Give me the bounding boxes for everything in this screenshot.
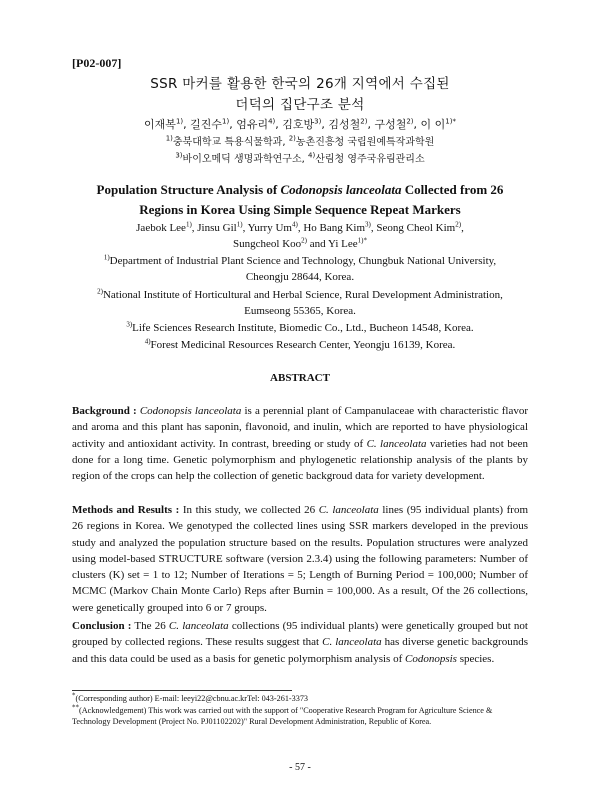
author-affil-mark: 2) [301, 236, 307, 245]
footnote-corresponding: *(Corresponding author) E-mail: leeyi22@cbnu.ac.krTel: 043-261-3373 [72, 691, 309, 703]
background-label: Background : [72, 405, 137, 417]
species-name: C. lanceolata [322, 636, 382, 649]
poster-code: [P02-007] [72, 56, 122, 70]
author-affil-mark: 4) [268, 117, 276, 126]
author-affil-mark: 3) [365, 220, 371, 229]
author-name: Jaebok Lee [136, 222, 186, 234]
english-title-line1 [0, 182, 600, 198]
text-segment: varieties had not been done for a long time. Genetic polymorphism and phylogenetic relationship analysis of the plants by region of the crops can help the collection of genetic backgroud data for variety development. [72, 437, 528, 483]
author-name: Ho Bang Kim [303, 222, 366, 234]
abstract-background [72, 403, 528, 484]
affiliation-4: $^{4)}$Forest Medicinal Resources Research Center, Yeongju 16139, Korea. [144, 337, 456, 351]
affiliation-2-line2: Eumseong 55365, Korea. [244, 305, 356, 317]
author-affil-mark: 1) [222, 117, 230, 126]
author-affil-mark: 1) [236, 220, 243, 229]
conclusion-label: Conclusion : [72, 620, 132, 632]
affil-text: 충북대학교 특용식물학과, [172, 137, 289, 148]
text-segment: species. [456, 652, 495, 665]
page-number: - 57 - [289, 762, 311, 773]
english-title-line2: Regions in Korea Using Simple Sequence Repeat Markers [139, 202, 461, 217]
author-name: 길진수 [190, 118, 223, 131]
author-name: 이재복 [144, 118, 176, 131]
author-affil-mark: 1) [175, 117, 184, 126]
author-name: 엄유리 [236, 118, 269, 131]
title-prefix: Population Structure Analysis of [96, 182, 281, 197]
text-segment: has diverse genetic backgrounds and this data could be used as a basis for genetic polymorphism analysis of [72, 636, 528, 665]
conclusion-text [72, 620, 528, 665]
author-name: 김성철 [328, 118, 361, 131]
author-affil-mark: 4) [291, 220, 298, 229]
author-name: Jinsu Gil [197, 222, 237, 234]
author-affil-mark: 1)* [445, 117, 456, 126]
affil-text: 바이오메딕 생명과학연구소, [182, 154, 308, 165]
author-name: Seong Cheol Kim [376, 222, 456, 234]
text-segment: In this study, we collected 26 [179, 504, 319, 516]
affil-mark: 1) [165, 134, 173, 143]
author-affil-mark: 1) [185, 220, 192, 229]
footnote-divider [72, 690, 292, 691]
methods-label: Methods and Results : [72, 504, 180, 516]
english-authors-line2: Sungcheol Koo$^{2)}$ and Yi Lee$^{1)*}$ [233, 236, 367, 250]
text-segment: lines (95 individual plants) from 26 regions in Korea. We genotyped the collected lines using SSR markers developed in the previous study and analyzed the population structure based on the results. Population structures were analyzed using model-based STRUCTURE software (version 2.3.4) using the following parameters: Number of clusters (K) set = 1 to 12; Number of Iterations = 5; Length of Burning Period = 100,000; Number of MCMC (Markov Chain Monte Carlo) Reps after Burnin = 100,000. As a result, Of the 26 collections, were genetically grouped into 6 or 7 groups. [72, 504, 528, 614]
author-affil-mark: 2) [406, 117, 414, 126]
korean-title-line2: 더덕의 집단구조 분석 [235, 97, 365, 113]
text-segment: collections (95 individual plants) were genetically grouped but not grouped by collected regions. These results suggest that [72, 620, 528, 649]
affiliation-1-line2: Cheongju 28644, Korea. [245, 271, 355, 283]
species-name: C. lanceolata [318, 504, 379, 516]
affil-mark: 2) [288, 134, 296, 143]
author-name: Sungcheol Koo [233, 238, 302, 250]
author-name: 구성철 [374, 118, 407, 131]
author-affil-mark: 3) [314, 117, 322, 126]
species-name: Codonopsis [404, 652, 457, 665]
author-name: 이 이 [420, 118, 446, 131]
abstract-methods [72, 502, 528, 616]
affiliation-2-line1: $^{2)}$National Institute of Horticultural and Herbal Science, Rural Development Administration, [97, 287, 503, 301]
background-text [72, 405, 528, 482]
english-authors-line1: Jaebok Lee$^{1)}$, Jinsu Gil$^{1)}$, Yurry Um$^{4)}$, Ho Bang Kim$^{3)}$, Seong Cheol Kim$^{2)}$, [136, 220, 464, 234]
affil-text: 농촌진흥청 국립원예특작과학원 [295, 137, 435, 148]
author-affil-mark: 2) [455, 220, 462, 229]
title-species: Codonopsis lanceolata [280, 182, 402, 197]
author-affil-mark: 1)* [357, 236, 367, 245]
korean-title-line1: SSR 마커를 활용한 한국의 26개 지역에서 수집된 [150, 76, 450, 92]
species-name: C. lanceolata [366, 437, 427, 450]
title-suffix: Collected from 26 [401, 182, 504, 197]
affil-mark: 3) [175, 151, 183, 160]
korean-affiliations-line1 [0, 133, 600, 148]
author-affil-mark: 2) [360, 117, 368, 126]
affil-text: 산림청 영주국유림관리소 [315, 154, 425, 165]
abstract-heading: ABSTRACT [270, 372, 330, 384]
text-segment: is a perennial plant of Campanulaceae with characteristic flavor and aroma and this plant has saponin, flavonoid, and inulin, which are reported to have physiological activity and antioxidant activity. In contrast, breeding or study of [72, 405, 528, 450]
affiliation-1-line1: $^{1)}$Department of Industrial Plant Science and Technology, Chungbuk National University, [103, 253, 497, 267]
author-name: Yi Lee [327, 238, 358, 250]
species-name: Codonopsis lanceolata [139, 405, 242, 417]
species-name: C. lanceolata [168, 620, 229, 632]
author-name: Yurry Um [247, 222, 292, 234]
korean-affiliations-line2 [0, 150, 600, 165]
text-segment: The 26 [131, 620, 169, 632]
affiliation-3: $^{3)}$Life Sciences Research Institute, Biomedic Co., Ltd., Bucheon 14548, Korea. [126, 320, 474, 334]
korean-authors: 이재복$^{1)}$, 길진수$^{1)}$, 엄유리$^{4)}$, 김호방$^{3)}$, 김성철$^{2)}$, 구성철$^{2)}$, 이 이$^{1)*}$ [144, 117, 456, 131]
methods-text [72, 504, 528, 614]
footnote-acknowledgement: **(Acknowledgement) This work was carried out with the support of "Cooperative Research Program for Agriculture Science & Technology Development (Project No. PJ01102202)" Rural Development Administration, Republic of Korea. [72, 703, 493, 727]
affil-mark: 4) [308, 151, 316, 160]
abstract-conclusion [72, 618, 528, 667]
author-name: 김호방 [282, 118, 315, 131]
